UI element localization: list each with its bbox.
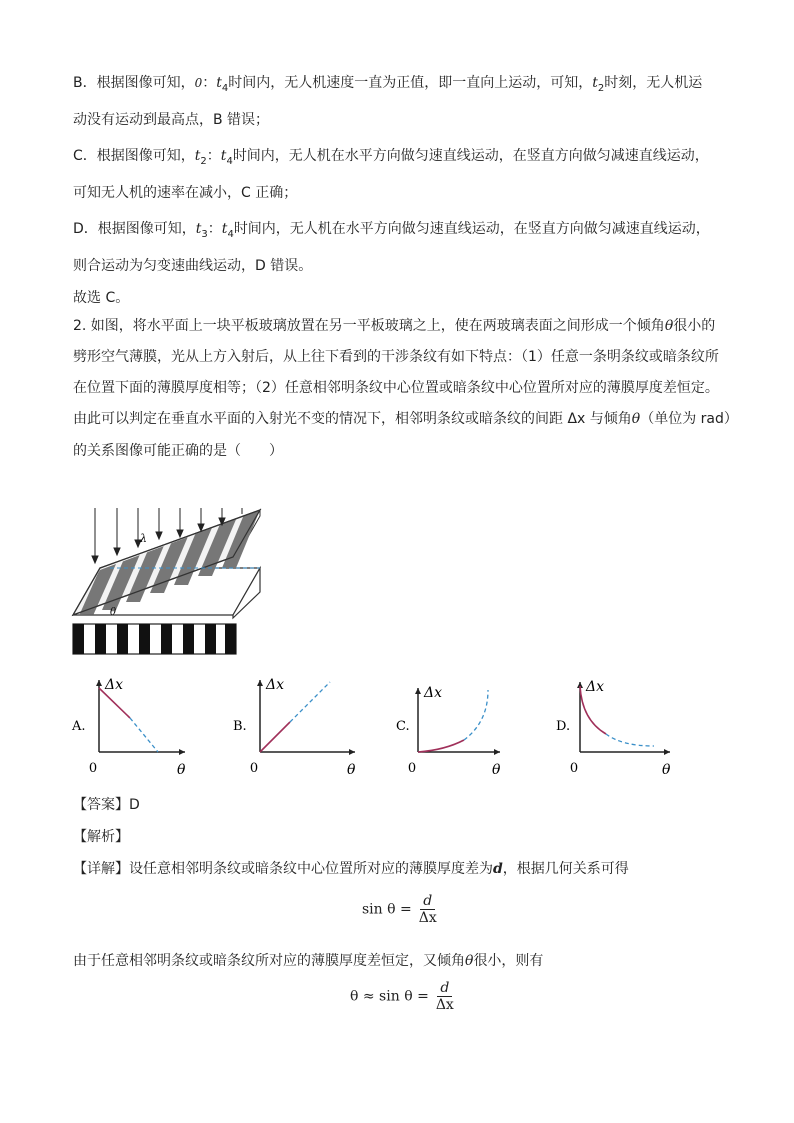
curve-solid-segment (418, 740, 464, 752)
detail-line (73, 859, 629, 879)
text: 时刻，无人机运 (604, 75, 703, 91)
x-axis-label: θ (177, 762, 186, 778)
formula-left: θ ≈ sin θ = (350, 988, 429, 1005)
question-2-line4 (73, 409, 738, 429)
math-sub: 4 (226, 155, 233, 167)
numerator: d (420, 893, 435, 910)
y-axis-arrowhead (96, 680, 102, 686)
fraction (433, 980, 457, 1013)
analysis-heading: 【解析】 (73, 829, 129, 845)
option-d-analysis-line1 (73, 219, 710, 245)
math-theta: θ (465, 953, 474, 969)
y-axis-label: Δx (105, 677, 124, 693)
origin-label: 0 (249, 761, 259, 776)
math-d: d (493, 861, 503, 877)
text: 由于任意相邻明条纹或暗条纹所对应的薄膜厚度差恒定，又倾角 (73, 953, 465, 969)
curve-solid-segment (260, 722, 290, 752)
text: 2. 如图，将水平面上一块平板玻璃放置在另一平板玻璃之上，使在两玻璃表面之间形成一个倾角 (73, 318, 665, 334)
x-axis-label: θ (492, 762, 501, 778)
x-axis-arrowhead (349, 749, 355, 755)
text: 很小，则有 (473, 953, 544, 969)
curve-dashed-segment (464, 690, 488, 740)
x-axis-arrowhead (494, 749, 500, 755)
math-sub: 4 (227, 228, 234, 240)
math-zero: 0 (194, 76, 203, 90)
option-graphs (0, 670, 794, 785)
formula-left: sin θ = (362, 901, 412, 918)
y-axis-label: Δx (586, 679, 605, 695)
fraction (416, 893, 440, 926)
math-sub: 3 (201, 228, 208, 240)
question-2-line3: 在位置下面的薄膜厚度相等；（2）任意相邻明条纹中心位置或暗条纹中心位置所对应的薄膜厚度差恒定。 (73, 380, 719, 396)
denominator: Δx (435, 997, 454, 1013)
math-t: t (194, 148, 201, 164)
math-theta: θ (664, 318, 674, 334)
x-axis-arrowhead (664, 749, 670, 755)
origin-label: 0 (88, 761, 98, 776)
y-axis-arrowhead (257, 680, 263, 686)
curve-dashed-segment (130, 718, 158, 752)
option-label: B. (233, 719, 247, 734)
math-sub: 2 (200, 155, 207, 167)
formula-sin-theta (362, 893, 440, 926)
math-sub: 4 (221, 82, 229, 94)
text: C．根据图像可知， (73, 148, 195, 164)
y-axis-arrowhead (415, 688, 421, 694)
math-t: t (220, 148, 227, 164)
text: 由此可以判定在垂直水平面的入射光不变的情况下，相邻明条纹或暗条纹的间距 Δx 与倾角 (73, 411, 632, 427)
math-sub: 2 (597, 82, 605, 94)
denominator: Δx (418, 910, 437, 926)
question-2-line1 (73, 316, 715, 336)
text: 时间内，无人机在水平方向做匀速直线运动，在竖直方向做匀减速直线运动， (232, 148, 709, 164)
math-t: t (592, 75, 598, 91)
question-2-line5: 的关系图像可能正确的是（ ） (73, 443, 283, 459)
text: （单位为 rad） (640, 411, 738, 427)
origin-label: 0 (569, 761, 579, 776)
option-b-analysis-line2: 动没有运动到最高点，B 错误； (73, 112, 270, 128)
math-t: t (216, 75, 222, 91)
text: 时间内，无人机在水平方向做匀速直线运动，在竖直方向做匀减速直线运动， (233, 221, 710, 237)
text: 时间内，无人机速度一直为正值，即一直向上运动，可知， (228, 75, 593, 91)
theta-label: θ (110, 607, 117, 618)
math-t: t (221, 221, 228, 237)
numerator: d (437, 980, 452, 997)
origin-label: 0 (407, 761, 417, 776)
x-axis-arrowhead (179, 749, 185, 755)
y-axis-label: Δx (266, 677, 285, 693)
answer-line: 【答案】D (73, 797, 140, 813)
option-c-analysis-line2: 可知无人机的速率在减小，C 正确； (73, 185, 298, 201)
y-axis-label: Δx (424, 685, 443, 701)
question-2-line2: 劈形空气薄膜，光从上方入射后，从上往下看到的干涉条纹有如下特点：（1）任意一条明条纹或暗条纹所 (73, 349, 719, 365)
option-label: D. (556, 719, 571, 734)
lambda-label: λ (140, 532, 147, 545)
text: ： (202, 75, 217, 91)
curve-dashed-segment (290, 682, 330, 722)
text: 【详解】设任意相邻明条纹或暗条纹中心位置所对应的薄膜厚度差为 (73, 861, 493, 877)
option-c-analysis-line1 (73, 146, 709, 172)
choose-line: 故选 C。 (73, 290, 130, 306)
option-b-analysis-line1 (73, 73, 702, 99)
text: 很小的 (673, 318, 716, 334)
option-d-analysis-line2: 则合运动为匀变速曲线运动，D 错误。 (73, 258, 313, 274)
x-axis-label: θ (347, 762, 356, 778)
option-label: A. (72, 719, 86, 734)
constant-line (73, 951, 543, 971)
math-theta: θ (631, 411, 641, 427)
formula-small-angle (350, 980, 457, 1013)
math-t: t (195, 221, 202, 237)
text: D．根据图像可知， (73, 221, 196, 237)
text: B．根据图像可知， (73, 75, 195, 91)
x-axis-label: θ (662, 762, 671, 778)
curve-dashed-segment (606, 734, 654, 746)
text: ，根据几何关系可得 (502, 861, 629, 877)
text: ： (207, 221, 222, 237)
wedge-interference-figure (70, 500, 270, 660)
text: ： (206, 148, 221, 164)
option-label: C. (396, 719, 410, 734)
